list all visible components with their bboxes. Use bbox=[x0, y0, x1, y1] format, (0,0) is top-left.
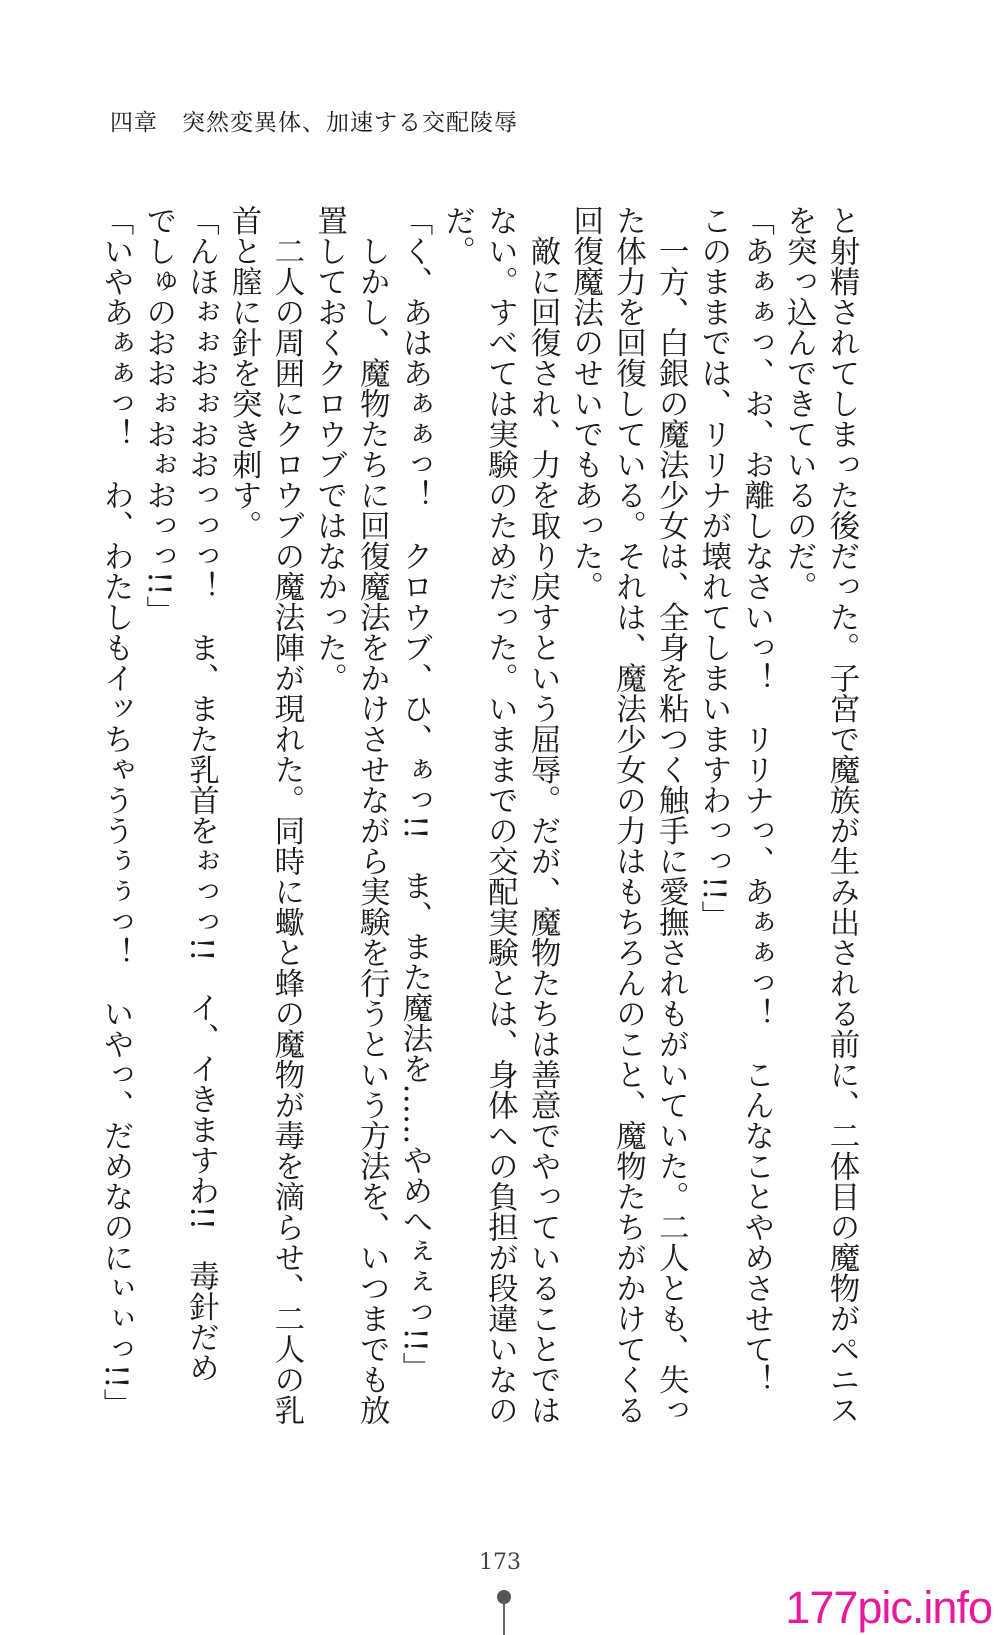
text-line: 「く、あはあぁぁっ！ クロウブ、ひ、ぁっ!! ま、また魔法を……やめへぇぇっ!!」 bbox=[396, 205, 432, 1383]
page-number: 173 bbox=[479, 1550, 521, 1575]
folio-line-ornament bbox=[503, 1600, 505, 1635]
text-line: このままでは、リリナが壊れてしまいますわっっ!!」 bbox=[695, 205, 731, 932]
text-line: を突っ込んできているのだ。 bbox=[781, 205, 817, 602]
running-head: 四章 突然変異体、加速する交配陵辱 bbox=[110, 110, 518, 136]
body-text bbox=[98, 205, 862, 1425]
text-line: でしゅのおおぉおぉおっっ!!」 bbox=[140, 205, 176, 627]
text-line: 敵に回復され、力を取り戻すという屈辱。だが、魔物たちは善意でやっていることでは bbox=[525, 205, 561, 1425]
text-line: ない。すべては実験のためだった。いままでの交配実験とは、身体への負担が段違いなの bbox=[482, 205, 518, 1425]
text-line: だ。 bbox=[439, 205, 475, 266]
text-line: 二人の周囲にクロウブの魔法陣が現れた。同時に蠍と蜂の魔物が毒を滴らせ、二人の乳 bbox=[268, 205, 304, 1425]
text-line: 「んほぉぉおぉおおっっっ！ ま、また乳首をぉっっ!! イ、イきますわ!! 毒針だめ bbox=[183, 205, 219, 1383]
text-line: 「あぁぁっ、お、お離しなさいっ！ リリナっ、あぁぁっ！ こんなことやめさせて！ bbox=[738, 205, 774, 1395]
text-line: 置しておくクロウブではなかった。 bbox=[311, 205, 347, 693]
text-line: しかし、魔物たちに回復魔法をかけさせながら実験を行うという方法を、いつまでも放 bbox=[354, 205, 390, 1425]
text-line: 首と膣に針を突き刺す。 bbox=[226, 205, 262, 541]
text-line: 「いやあぁぁっ！ わ、わたしもイッちゃううぅぅっ！ いやっ、だめなのにぃぃっ!!」 bbox=[98, 205, 134, 1420]
text-line: 回復魔法のせいでもあった。 bbox=[567, 205, 603, 602]
text-line: 一方、白銀の魔法少女は、全身を粘つく触手に愛撫されもがいていた。二人とも、失っ bbox=[653, 205, 689, 1425]
text-line: た体力を回復している。それは、魔法少女の力はもちろんのこと、魔物たちがかけてくる bbox=[610, 205, 646, 1425]
text-line: と射精されてしまった後だった。子宮で魔族が生み出される前に、二体目の魔物がペニス bbox=[824, 205, 859, 1425]
watermark: 177pic.info bbox=[785, 1582, 992, 1633]
